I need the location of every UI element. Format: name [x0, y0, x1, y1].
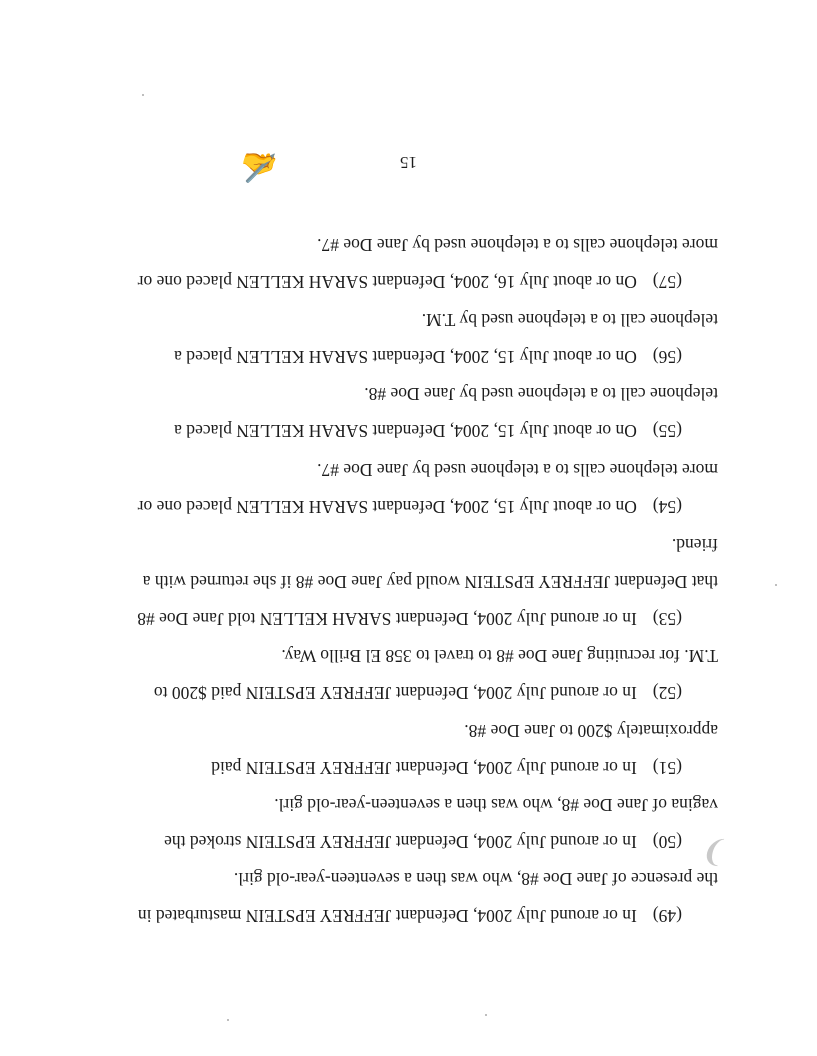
paragraph-line: T.M. for recruiting Jane Doe #8 to travel to 358 El Brillo Way.: [281, 646, 718, 666]
paragraph-line: On or about July 16, 2004, Defendant SARAH KELLEN placed one or: [137, 272, 637, 292]
paragraph-number: (49): [652, 906, 682, 926]
paragraph-number: (56): [652, 347, 682, 367]
paragraph-line: In or around July 2004, Defendant JEFFREY EPSTEIN masturbated in: [137, 906, 637, 926]
paragraph-49: [106, 860, 718, 934]
paragraph-57: [106, 226, 718, 300]
paragraph-54: [106, 451, 718, 525]
paragraph-53: [106, 526, 718, 637]
paragraph-55: [106, 375, 718, 449]
paragraph-line: the presence of Jane Doe #8, who was then a seventeen-year-old girl.: [233, 869, 718, 889]
scan-speck: [142, 94, 144, 96]
paragraph-line: On or about July 15, 2004, Defendant SARAH KELLEN placed one or: [137, 497, 637, 517]
paragraph-number: (50): [652, 832, 682, 852]
paragraph-number: (57): [652, 272, 682, 292]
scan-speck: [775, 584, 777, 586]
paragraph-line: vagina of Jane Doe #8, who was then a seventeen-year-old girl.: [274, 795, 718, 815]
paragraph-number: (54): [652, 497, 682, 517]
paragraph-line: In or around July 2004, Defendant JEFFREY EPSTEIN paid $200 to: [153, 683, 637, 703]
paragraph-line: In or around July 2004, Defendant SARAH KELLEN told Jane Doe #8: [137, 609, 637, 629]
paragraph-line: more telephone calls to a telephone used by Jane Doe #7.: [317, 460, 718, 480]
paragraph-line: friend.: [671, 535, 718, 555]
paragraph-56: [106, 301, 718, 375]
paragraph-52: [106, 637, 718, 711]
paragraph-line: In or around July 2004, Defendant JEFFREY EPSTEIN stroked the: [164, 832, 637, 852]
handwritten-initials-mark: ❩: [703, 836, 729, 869]
paragraph-line: In or around July 2004, Defendant JEFFREY EPSTEIN paid: [211, 758, 637, 778]
paragraph-number: (51): [652, 758, 682, 778]
paragraph-line: that Defendant JEFFREY EPSTEIN would pay Jane Doe #8 if she returned with a: [142, 572, 718, 592]
paragraph-number: (52): [652, 683, 682, 703]
paragraph-51: [106, 712, 718, 786]
scan-speck: [485, 1014, 487, 1016]
page-number: 15: [400, 153, 417, 172]
handwritten-initials-mark: ✍: [241, 150, 279, 183]
paragraph-number: (53): [652, 609, 682, 629]
paragraph-line: approximately $200 to Jane Doe #8.: [464, 721, 718, 741]
paragraph-50: [106, 786, 718, 860]
paragraph-line: telephone call to a telephone used by Jane Doe #8.: [364, 384, 718, 404]
paragraph-line: more telephone calls to a telephone used by Jane Doe #7.: [317, 235, 718, 255]
paragraph-line: On or about July 15, 2004, Defendant SARAH KELLEN placed a: [174, 421, 637, 441]
paragraph-line: On or about July 15, 2004, Defendant SARAH KELLEN placed a: [174, 347, 637, 367]
scan-speck: [227, 1019, 229, 1021]
paragraph-number: (55): [652, 421, 682, 441]
paragraph-line: telephone call to a telephone used by T.M.: [421, 310, 718, 330]
